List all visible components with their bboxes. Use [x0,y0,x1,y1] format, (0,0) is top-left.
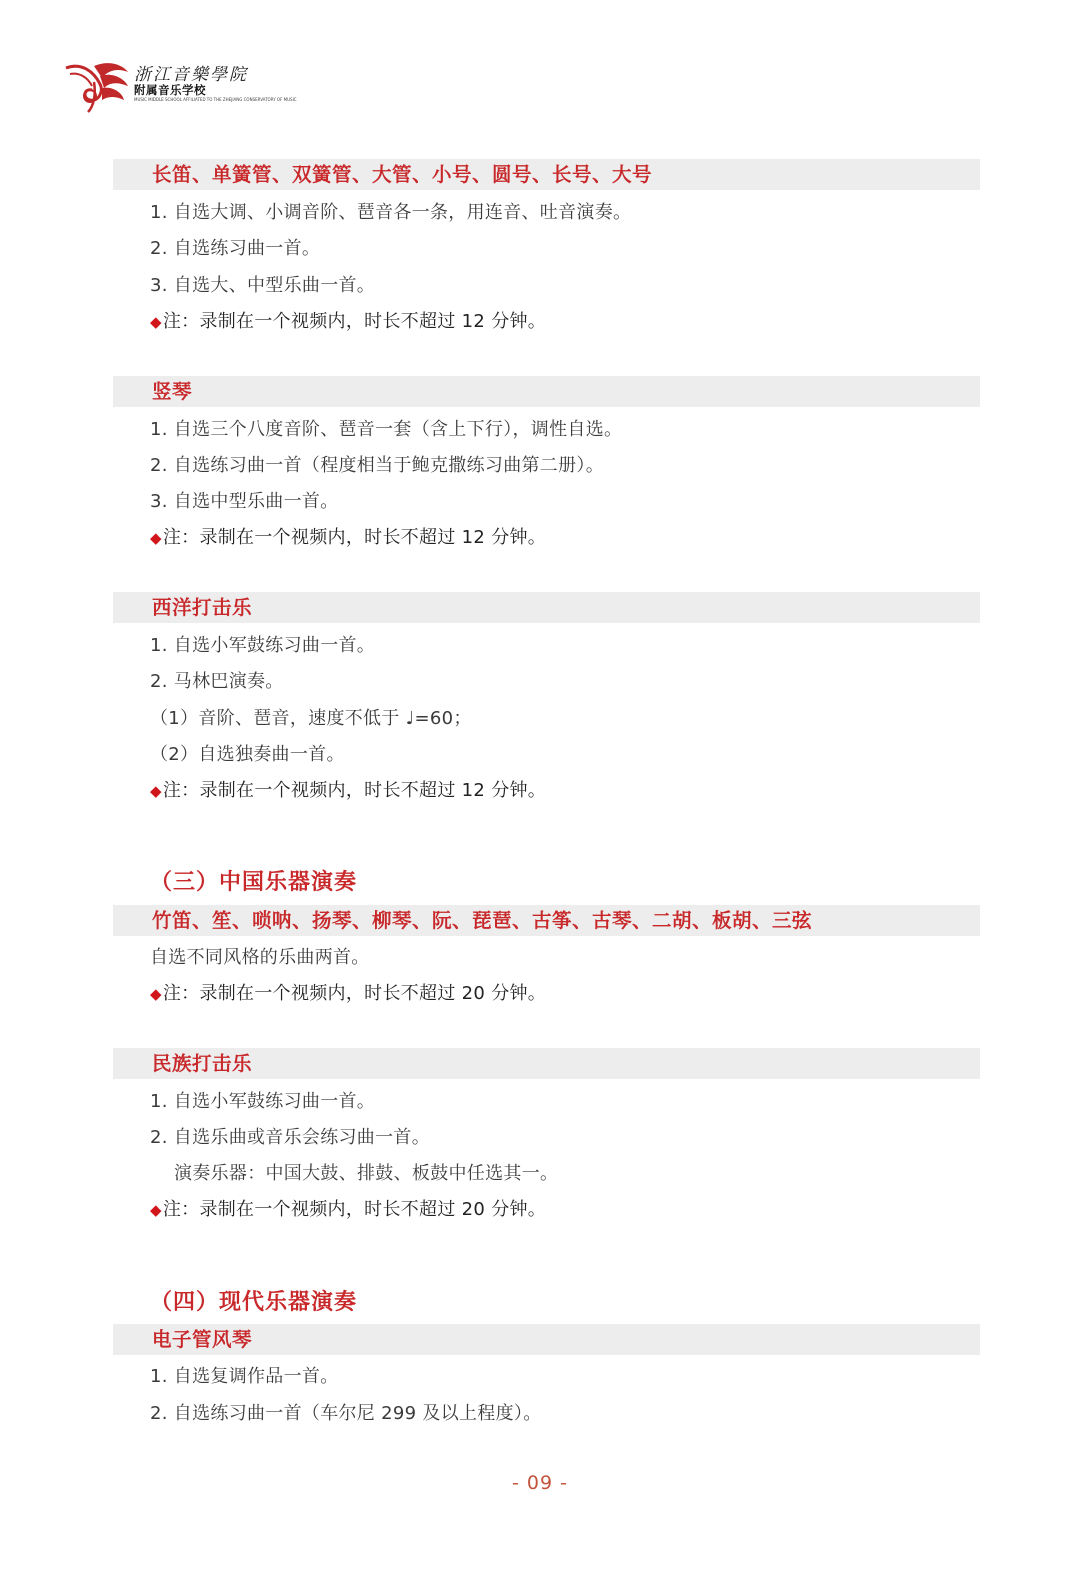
page-number: - 09 - [512,1472,568,1494]
logo-subtitle-cn: 附属音乐学校 [134,83,206,97]
note-line [150,526,546,550]
requirement-line: 1. 自选小军鼓练习曲一首。 [150,1091,376,1112]
requirement-line: 2. 自选乐曲或音乐会练习曲一首。 [150,1127,430,1148]
requirement-line: 2. 自选练习曲一首（车尔尼 299 及以上程度）。 [150,1403,542,1424]
note-line [150,310,546,334]
band-title-harp: 竖琴 [152,380,193,403]
note-text: 注：录制在一个视频内，时长不超过 12 分钟。 [162,527,547,548]
band-title-winds-brass: 长笛、单簧管、双簧管、大管、小号、圆号、长号、大号 [152,163,653,186]
requirement-line: 1. 自选大调、小调音阶、琶音各一条，用连音、吐音演奏。 [150,202,632,223]
band-title-electronic-organ: 电子管风琴 [152,1328,253,1351]
note-line [150,1198,546,1222]
requirement-line: 自选不同风格的乐曲两首。 [150,947,370,968]
section-band [113,376,980,407]
logo-subtitle-en: MUSIC MIDDLE SCHOOL AFFILIATED TO THE ZHEJIANG CONSERVATORY OF MUSIC [134,97,297,102]
diamond-bullet-icon: ◆ [150,1201,162,1219]
requirement-line: 3. 自选大、中型乐曲一首。 [150,275,376,296]
requirement-line: 2. 自选练习曲一首。 [150,238,321,259]
note-text: 注：录制在一个视频内，时长不超过 20 分钟。 [162,983,547,1004]
band-title-western-percussion: 西洋打击乐 [152,596,253,619]
requirement-line: 1. 自选三个八度音阶、琶音一套（含上下行），调性自选。 [150,419,623,440]
requirement-line: 3. 自选中型乐曲一首。 [150,491,339,512]
diamond-bullet-icon: ◆ [150,313,162,331]
requirement-line: 2. 马林巴演奏。 [150,671,284,692]
note-line [150,779,546,803]
requirement-line: 1. 自选小军鼓练习曲一首。 [150,635,376,656]
note-line [150,982,546,1006]
requirement-subline: 演奏乐器：中国大鼓、排鼓、板鼓中任选其一。 [174,1163,559,1184]
school-logo [64,58,297,114]
logo-title-cn: 浙江音樂學院 [134,65,248,85]
section-title-modern-instruments: （四）现代乐器演奏 [150,1290,358,1315]
note-text: 注：录制在一个视频内，时长不超过 20 分钟。 [162,1199,547,1220]
diamond-bullet-icon: ◆ [150,529,162,547]
band-title-ethnic-percussion: 民族打击乐 [152,1052,253,1075]
treble-clef-flourish-icon [64,58,132,114]
section-title-chinese-instruments: （三）中国乐器演奏 [150,870,358,895]
diamond-bullet-icon: ◆ [150,782,162,800]
requirement-subline: （2）自选独奏曲一首。 [150,744,345,765]
requirement-line: 2. 自选练习曲一首（程度相当于鲍克撒练习曲第二册）。 [150,455,604,476]
band-title-chinese-instruments: 竹笛、笙、唢呐、扬琴、柳琴、阮、琵琶、古筝、古琴、二胡、板胡、三弦 [152,909,813,932]
diamond-bullet-icon: ◆ [150,985,162,1003]
requirement-subline: （1）音阶、琶音，速度不低于 ♩=60； [150,708,472,729]
note-text: 注：录制在一个视频内，时长不超过 12 分钟。 [162,311,547,332]
note-text: 注：录制在一个视频内，时长不超过 12 分钟。 [162,780,547,801]
requirement-line: 1. 自选复调作品一首。 [150,1366,339,1387]
